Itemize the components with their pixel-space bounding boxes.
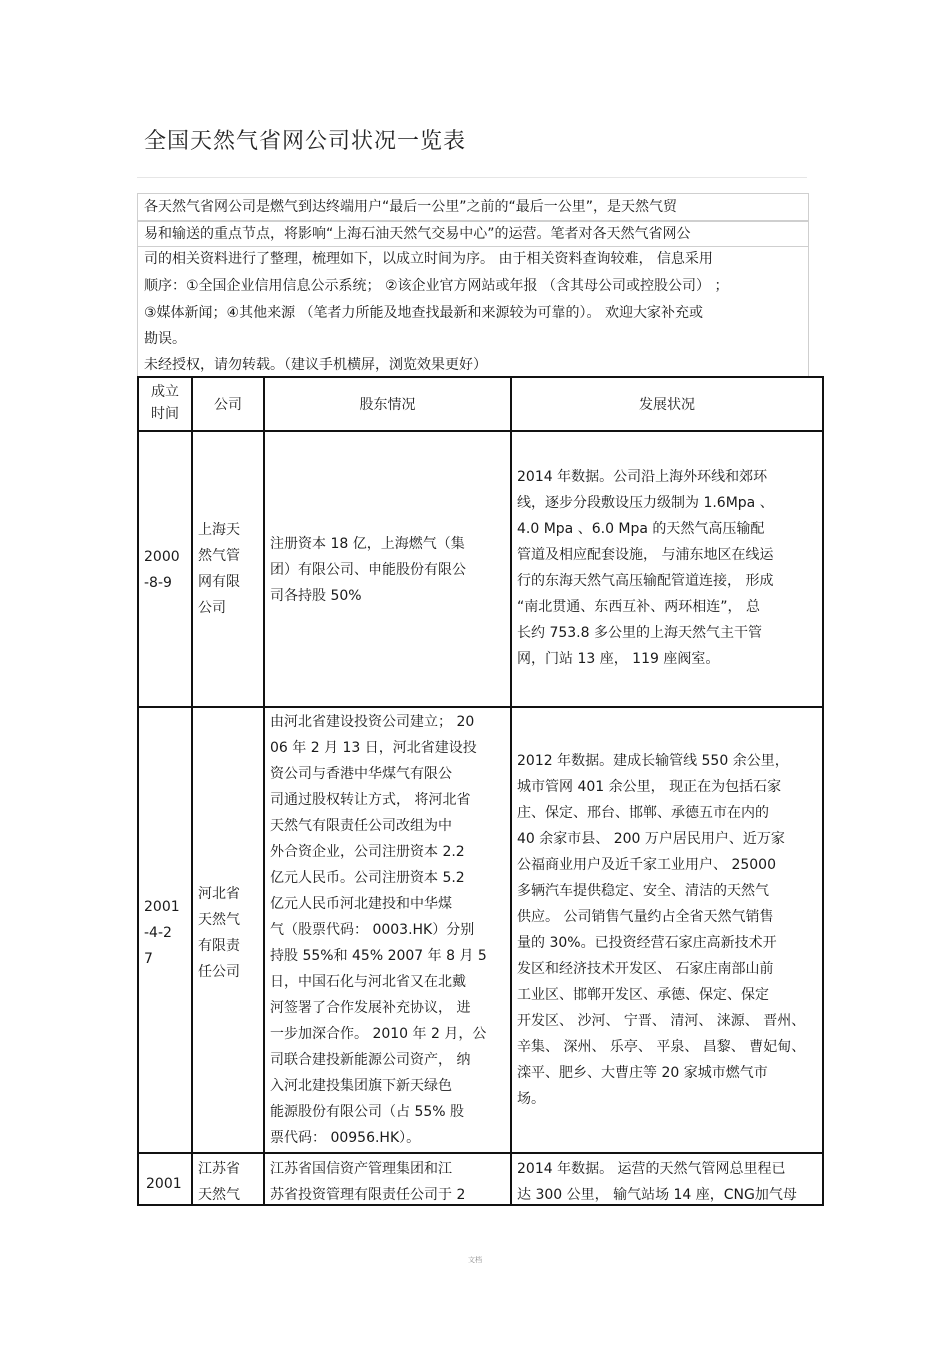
row-company-line: 然气管 xyxy=(198,548,240,564)
row-shareholders-line: 票代码： 00956.HK）。 xyxy=(270,1130,421,1146)
intro-line: 司的相关资料进行了整理，梳理如下，以成立时间为序。 由于相关资料查询较难， 信息采用 xyxy=(144,251,713,267)
row-shareholders xyxy=(270,1156,465,1208)
row-development-line: 滦平、肥乡、大曹庄等 20 家城市燃气市 xyxy=(517,1065,768,1081)
title-divider xyxy=(137,177,807,178)
row-development-line: 线，逐步分段敷设压力级制为 1.6Mpa 、 xyxy=(517,495,774,511)
row-company-line: 任公司 xyxy=(198,964,240,980)
row-development-line: 行的东海天然气高压输配管道连接， 形成 xyxy=(517,573,774,589)
row-development-line: 2012 年数据。建成长输管线 550 余公里， xyxy=(517,753,789,769)
row-time-line: 2000 xyxy=(144,549,180,565)
table-rule xyxy=(263,376,265,1206)
row-company xyxy=(198,517,240,621)
row-development-line: 2014 年数据。公司沿上海外环线和郊环 xyxy=(517,469,768,485)
row-shareholders-line: 团）有限公司、申能股份有限公 xyxy=(270,562,466,578)
row-shareholders-line: 持股 55%和 45% 2007 年 8 月 5 xyxy=(270,948,487,964)
row-development-line: 4.0 Mpa 、6.0 Mpa 的天然气高压输配 xyxy=(517,521,765,537)
row-development-line: 辛集、 深州、 乐亭、 平泉、 昌黎、 曹妃甸、 xyxy=(517,1039,806,1055)
row-development xyxy=(517,748,805,1112)
row-shareholders-line: 气（股票代码： 0003.HK）分别 xyxy=(270,922,475,938)
row-shareholders-line: 入河北建投集团旗下新天绿色 xyxy=(270,1078,452,1094)
table-rule xyxy=(822,376,824,1206)
header-development: 发展状况 xyxy=(639,397,695,413)
row-development-line: “南北贯通、东西互补、两环相连”， 总 xyxy=(517,599,760,615)
header-company: 公司 xyxy=(214,397,242,413)
row-company-line: 上海天 xyxy=(198,522,240,538)
row-company-line: 天然气 xyxy=(198,912,240,928)
row-company xyxy=(198,1156,240,1208)
intro-line: ③媒体新闻；④其他来源 （笔者力所能及地查找最新和来源较为可靠的）。 欢迎大家补充或 xyxy=(144,305,703,321)
row-shareholders-line: 注册资本 18 亿，上海燃气（集 xyxy=(270,536,465,552)
row-shareholders-line: 江苏省国信资产管理集团和江 xyxy=(270,1161,452,1177)
row-shareholders-line: 外合资企业，公司注册资本 2.2 xyxy=(270,844,465,860)
header-time-line: 成立 xyxy=(151,384,179,400)
header-time xyxy=(139,381,191,425)
row-shareholders-line: 司通过股权转让方式， 将河北省 xyxy=(270,792,471,808)
row-shareholders-line: 亿元人民币。公司注册资本 5.2 xyxy=(270,870,465,886)
table-rule xyxy=(510,376,512,1206)
row-shareholders xyxy=(270,709,487,1151)
row-shareholders-line: 司各持股 50% xyxy=(270,588,362,604)
table-rule xyxy=(137,430,824,432)
row-shareholders-line: 苏省投资管理有限责任公司于 2 xyxy=(270,1187,466,1203)
row-shareholders xyxy=(270,531,466,609)
row-shareholders-line: 河签署了合作发展补充协议， 进 xyxy=(270,1000,471,1016)
table-rule xyxy=(137,1152,824,1154)
row-development-line: 庄、保定、邢台、邯郸、承德五市在内的 xyxy=(517,805,769,821)
row-development-line: 城市管网 401 余公里， 现正在为包括石家 xyxy=(517,779,782,795)
row-shareholders-line: 司联合建投新能源公司资产， 纳 xyxy=(270,1052,471,1068)
row-development-line: 工业区、邯郸开发区、承德、保定、保定 xyxy=(517,987,769,1003)
row-shareholders-line: 一步加深合作。 2010 年 2 月，公 xyxy=(270,1026,487,1042)
page-footer: 文档 xyxy=(468,1256,482,1264)
page-title: 全国天然气省网公司状况一览表 xyxy=(144,129,467,154)
row-development-line: 管道及相应配套设施， 与浦东地区在线运 xyxy=(517,547,774,563)
row-time-line: 7 xyxy=(144,951,153,967)
row-company-line: 公司 xyxy=(198,600,226,616)
table-rule xyxy=(137,376,139,1206)
row-time xyxy=(146,1171,182,1197)
row-shareholders-line: 06 年 2 月 13 日，河北省建设投 xyxy=(270,740,477,756)
row-development-line: 供应。 公司销售气量约占全省天然气销售 xyxy=(517,909,774,925)
table-rule xyxy=(137,376,824,378)
row-company-line: 网有限 xyxy=(198,574,240,590)
row-company-line: 河北省 xyxy=(198,886,240,902)
row-development-line: 达 300 公里， 输气站场 14 座，CNG加气母 xyxy=(517,1187,797,1203)
row-time xyxy=(144,894,180,972)
table-rule xyxy=(137,706,824,708)
row-shareholders-line: 由河北省建设投资公司建立； 20 xyxy=(270,714,475,730)
row-development-line: 发区和经济技术开发区、 石家庄南部山前 xyxy=(517,961,774,977)
intro-line: 各天然气省网公司是燃气到达终端用户“最后一公里”之前的“最后一公里”，是天然气贸 xyxy=(144,199,678,215)
row-development-line: 开发区、 沙河、 宁晋、 清河、 涞源、 晋州、 xyxy=(517,1013,806,1029)
row-company-line: 江苏省 xyxy=(198,1161,240,1177)
row-time-line: -4-2 xyxy=(144,925,172,941)
intro-line: 易和输送的重点节点，将影响“上海石油天然气交易中心”的运营。笔者对各天然气省网公 xyxy=(144,226,691,242)
row-development xyxy=(517,1156,797,1208)
intro-line: 未经授权，请勿转载。（建议手机横屏，浏览效果更好） xyxy=(144,357,487,373)
row-time-line: -8-9 xyxy=(144,575,172,591)
header-shareholders: 股东情况 xyxy=(359,397,416,413)
row-development-line: 公福商业用户及近千家工业用户、 25000 xyxy=(517,857,776,873)
row-development-line: 网，门站 13 座， 119 座阀室。 xyxy=(517,651,720,667)
row-development-line: 2014 年数据。 运营的天然气管网总里程已 xyxy=(517,1161,786,1177)
intro-line: 顺序：①全国企业信用信息公示系统； ②该企业官方网站或年报 （含其母公司或控股公司） ； xyxy=(144,278,729,294)
header-time-line: 时间 xyxy=(151,406,179,422)
row-development-line: 多辆汽车提供稳定、安全、清洁的天然气 xyxy=(517,883,769,899)
table-rule xyxy=(191,376,193,1206)
row-company-line: 天然气 xyxy=(198,1187,240,1203)
row-shareholders-line: 天然气有限责任公司改组为中 xyxy=(270,818,452,834)
row-time xyxy=(144,544,180,596)
row-development-line: 40 余家市县、 200 万户居民用户、近万家 xyxy=(517,831,785,847)
row-time-line: 2001 xyxy=(144,899,180,915)
row-development-line: 长约 753.8 多公里的上海天然气主干管 xyxy=(517,625,762,641)
row-company-line: 有限责 xyxy=(198,938,240,954)
intro-line: 勘误。 xyxy=(144,331,186,347)
row-shareholders-line: 能源股份有限公司（占 55% 股 xyxy=(270,1104,465,1120)
row-shareholders-line: 资公司与香港中华煤气有限公 xyxy=(270,766,452,782)
row-development-line: 量的 30%。已投资经营石家庄高新技术开 xyxy=(517,935,777,951)
row-shareholders-line: 亿元人民币河北建投和中华煤 xyxy=(270,896,452,912)
row-time-line: 2001 xyxy=(146,1176,182,1192)
row-development xyxy=(517,464,774,672)
row-development-line: 场。 xyxy=(517,1091,545,1107)
row-company xyxy=(198,881,240,985)
row-shareholders-line: 日，中国石化与河北省又在北戴 xyxy=(270,974,466,990)
